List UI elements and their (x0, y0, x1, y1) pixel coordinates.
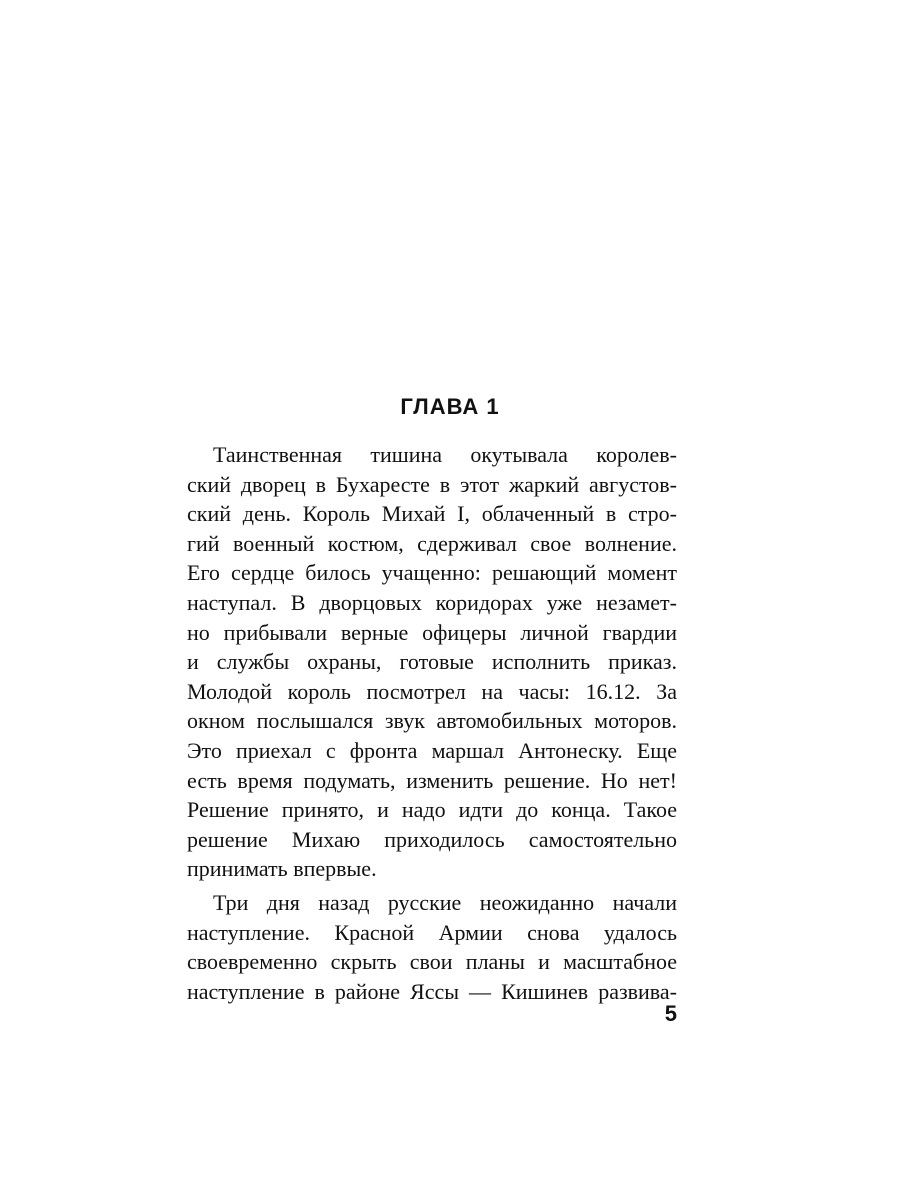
paragraph (187, 888, 677, 1006)
paragraph (187, 440, 677, 884)
body-text (187, 440, 677, 1006)
text-line: Молодой король посмотрел на часы: 16.12. За (187, 678, 677, 704)
text-line: Это приехал с фронта маршал Антонеску. Еще (187, 737, 677, 763)
text-line: наступление в районе Яссы — Кишинев развива- (187, 978, 677, 1004)
text-line: гий военный костюм, сдерживал свое волнение. (187, 530, 677, 556)
text-line: и службы охраны, готовые исполнить приказ. (187, 649, 677, 675)
text-line: но прибывали верные офицеры личной гвардии (187, 619, 677, 645)
text-line: Таинственная тишина окутывала королев- (213, 442, 677, 467)
page-number: 5 (664, 1001, 677, 1026)
text-line: Три дня назад русские неожиданно начали (213, 889, 677, 915)
text-line: своевременно скрыть свои планы и масштабное (187, 949, 677, 975)
text-line: принимать впервые. (187, 856, 377, 882)
text-line: окном послышался звук автомобильных моторов. (187, 708, 677, 734)
text-line: есть время подумать, изменить решение. Но нет! (187, 767, 677, 793)
chapter-title: ГЛАВА 1 (400, 394, 500, 419)
text-line: Решение принято, и надо идти до конца. Такое (187, 797, 677, 823)
text-line: наступление. Красной Армии снова удалось (187, 919, 677, 945)
text-line: решение Михаю приходилось самостоятельно (187, 826, 677, 852)
text-line: ский дворец в Бухаресте в этот жаркий августов- (187, 471, 677, 497)
text-line: наступал. В дворцовых коридорах уже незамет- (187, 589, 677, 615)
text-line: Его сердце билось учащенно: решающий момент (187, 560, 677, 586)
text-line: ский день. Король Михай I, облаченный в стро- (187, 501, 677, 527)
